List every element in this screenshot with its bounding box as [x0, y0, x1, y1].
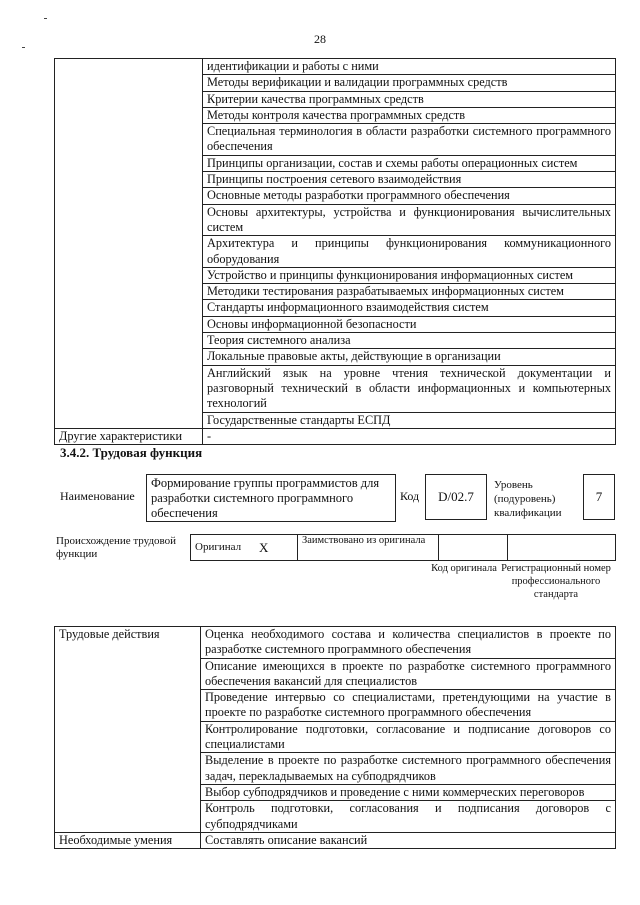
level-label: Уровень (подуровень) квалификации [494, 479, 562, 519]
table-row [55, 832, 616, 848]
knowledge-table [54, 58, 616, 445]
code-caption: Код оригинала [431, 563, 497, 574]
function-name-value: Формирование группы программистов для разработки системного программного обеспечения [151, 476, 380, 520]
row-value: идентификации и работы с ними [203, 59, 616, 75]
function-name-box [146, 474, 396, 522]
row-value: Государственные стандарты ЕСПД [203, 412, 616, 428]
origin-table [190, 534, 616, 561]
row-label [55, 59, 203, 429]
row-label: Необходимые умения [55, 832, 201, 848]
row-value: Критерии качества программных средств [203, 91, 616, 107]
row-value: Основы информационной безопасности [203, 316, 616, 332]
original-code-cell [439, 535, 508, 561]
table-row [55, 59, 616, 75]
table-row [55, 627, 616, 659]
row-value: Основы архитектуры, устройства и функционирования вычислительных систем [203, 204, 616, 236]
scan-mark [22, 47, 25, 48]
row-value: - [203, 428, 616, 444]
level-value: 7 [595, 489, 603, 504]
row-value: Выделение в проекте по разработке системного программного обеспечения задач, перекладываемых на субподрядчиков [201, 753, 616, 785]
reg-caption: Регистрационный номер профессионального стандарта [501, 563, 611, 600]
code-label: Код [400, 489, 420, 503]
page-number: 28 [314, 32, 326, 46]
row-value: Описание имеющихся в проекте по разработке системного программного обеспечения вакансий для специалистов [201, 658, 616, 690]
reg-number-cell [508, 535, 616, 561]
row-value: Локальные правовые акты, действующие в организации [203, 349, 616, 365]
row-value: Контроль подготовки, согласования и подписания договоров с субподрядчиками [201, 801, 616, 833]
row-value: Проведение интервью со специалистами, претендующими на участие в проекте по разработке системного программного обеспечения [201, 690, 616, 722]
row-value: Выбор субподрядчиков и проведение с ними коммерческих переговоров [201, 784, 616, 800]
table-row [55, 428, 616, 444]
row-value: Составлять описание вакансий [201, 832, 616, 848]
row-value: Принципы построения сетевого взаимодействия [203, 172, 616, 188]
row-value: Принципы организации, состав и схемы работы операционных систем [203, 155, 616, 171]
code-box [425, 474, 487, 520]
row-value: Теория системного анализа [203, 333, 616, 349]
origin-label: Происхождение трудовой функции [56, 535, 177, 560]
row-value: Методы контроля качества программных средств [203, 107, 616, 123]
row-value: Архитектура и принципы функционирования коммуникационного оборудования [203, 236, 616, 268]
original-label: Оригинал [191, 535, 256, 561]
row-value: Основные методы разработки программного обеспечения [203, 188, 616, 204]
row-value: Методы верификации и валидации программных средств [203, 75, 616, 91]
original-mark: X [255, 535, 298, 561]
actions-table [54, 626, 616, 849]
row-value: Устройство и принципы функционирования информационных систем [203, 267, 616, 283]
row-value: Специальная терминология в области разработки системного программного обеспечения [203, 124, 616, 156]
name-label: Наименование [60, 489, 135, 503]
row-label: Другие характеристики [55, 428, 203, 444]
borrowed-label: Заимствовано из оригинала [298, 535, 439, 561]
row-value: Стандарты информационного взаимодействия систем [203, 300, 616, 316]
row-value: Оценка необходимого состава и количества специалистов в проекте по разработке системного программного обеспечения [201, 627, 616, 659]
row-label: Трудовые действия [55, 627, 201, 833]
row-value: Контролирование подготовки, согласование и подписание договоров со специалистами [201, 721, 616, 753]
code-value: D/02.7 [438, 489, 474, 504]
level-box [583, 474, 615, 520]
scan-mark [44, 18, 47, 19]
section-heading: 3.4.2. Трудовая функция [60, 445, 203, 460]
row-value: Методики тестирования разрабатываемых информационных систем [203, 284, 616, 300]
row-value: Английский язык на уровне чтения технической документации и разговорный технический в области информационных и компьютерных технологий [203, 365, 616, 412]
